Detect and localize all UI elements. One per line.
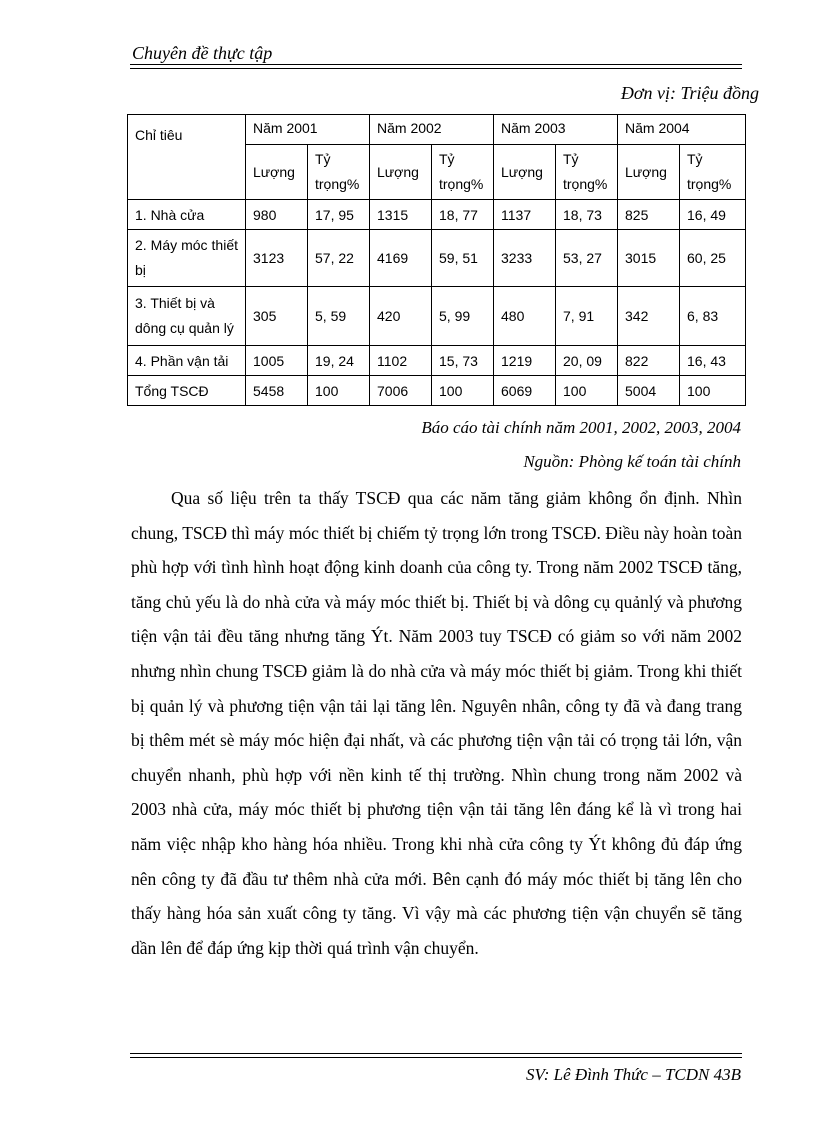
table-cell: 1315 — [370, 200, 432, 230]
row-label: 2. Máy móc thiết bị — [128, 230, 246, 287]
sub-header-amount: Lượng — [494, 145, 556, 200]
table-cell: 1137 — [494, 200, 556, 230]
table-cell: 100 — [308, 376, 370, 406]
table-cell: 5, 99 — [432, 287, 494, 346]
table-cell: 3123 — [246, 230, 308, 287]
table-cell: 100 — [680, 376, 746, 406]
table-cell: 305 — [246, 287, 308, 346]
body-paragraph — [131, 481, 742, 965]
row-label: 1. Nhà cửa — [128, 200, 246, 230]
table-cell: 16, 49 — [680, 200, 746, 230]
table-cell: 6, 83 — [680, 287, 746, 346]
table-row — [128, 200, 746, 230]
year-header-2002: Năm 2002 — [370, 115, 494, 145]
table-row — [128, 230, 746, 287]
table-cell: 57, 22 — [308, 230, 370, 287]
source-report-line: Báo cáo tài chính năm 2001, 2002, 2003, 2004 — [421, 418, 741, 437]
table-cell: 100 — [556, 376, 618, 406]
table-row — [128, 287, 746, 346]
table-corner-label: Chỉ tiêu — [128, 115, 246, 200]
table-cell: 480 — [494, 287, 556, 346]
table-cell: 3233 — [494, 230, 556, 287]
table-cell: 822 — [618, 346, 680, 376]
sub-header-share: Tỷ trọng% — [680, 145, 746, 200]
table-cell: 420 — [370, 287, 432, 346]
year-header-2004: Năm 2004 — [618, 115, 746, 145]
table-cell: 53, 27 — [556, 230, 618, 287]
page-header-title: Chuyên đề thực tập — [132, 43, 273, 63]
sub-header-share: Tỷ trọng% — [432, 145, 494, 200]
table-cell: 19, 24 — [308, 346, 370, 376]
row-label: Tổng TSCĐ — [128, 376, 246, 406]
sub-header-amount: Lượng — [370, 145, 432, 200]
table-cell: 18, 73 — [556, 200, 618, 230]
table-cell: 15, 73 — [432, 346, 494, 376]
table-cell: 100 — [432, 376, 494, 406]
footer-author: SV: Lê Đình Thức – TCDN 43B — [525, 1065, 741, 1084]
fixed-assets-table — [127, 114, 746, 406]
table-row-total — [128, 376, 746, 406]
sub-header-share: Tỷ trọng% — [556, 145, 618, 200]
table-cell: 5, 59 — [308, 287, 370, 346]
source-origin-line: Nguồn: Phòng kế toán tài chính — [523, 452, 741, 471]
table-cell: 60, 25 — [680, 230, 746, 287]
table-cell: 7, 91 — [556, 287, 618, 346]
table-cell: 20, 09 — [556, 346, 618, 376]
year-header-2001: Năm 2001 — [246, 115, 370, 145]
table-cell: 980 — [246, 200, 308, 230]
sub-header-share: Tỷ trọng% — [308, 145, 370, 200]
table-cell: 7006 — [370, 376, 432, 406]
table-cell: 1005 — [246, 346, 308, 376]
year-header-2003: Năm 2003 — [494, 115, 618, 145]
table-cell: 59, 51 — [432, 230, 494, 287]
table-cell: 4169 — [370, 230, 432, 287]
unit-label: Đơn vị: Triệu đồng — [620, 83, 759, 103]
table-cell: 825 — [618, 200, 680, 230]
table-cell: 1219 — [494, 346, 556, 376]
body-paragraph-text: Qua số liệu trên ta thấy TSCĐ qua các năm tăng giảm không ổn định. Nhìn chung, TSCĐ thì máy móc thiết bị chiếm tỷ trọng lớn trong TSCĐ. Điều này hoàn toàn phù hợp với tình hình hoạt động kinh doanh của công ty. Trong năm 2002 TSCĐ tăng, tăng chủ yếu là do nhà cửa và máy móc thiết bị. Thiết bị và dông cụ quảnlý và phương tiện vận tải đều tăng nhưng tăng Ýt. Năm 2003 tuy TSCĐ có giảm so với năm 2002 nhưng nhìn chung TSCĐ giảm là do nhà cửa và máy móc thiết bị giảm. Trong khi thiết bị quản lý và phương tiện vận tải lại tăng lên. Nguyên nhân, công ty đã và đang trang bị thêm mét sè máy móc hiện đại nhất, và các phương tiện vận tải có trọng tải lớn, vận chuyển nhanh, phù hợp với nền kinh tế thị trường. Nhìn chung trong năm 2002 và 2003 nhà cửa, máy móc thiết bị phương tiện vận tải tăng lên đáng kể là vì trong hai năm việc nhập kho hàng hóa nhiều. Trong khi nhà cửa công ty Ýt không đủ đáp ứng nên công ty đã đầu tư thêm nhà cửa mới. Bên cạnh đó máy móc thiết bị tăng lên cho thấy hàng hóa sản xuất công ty tăng. Vì vậy mà các phương tiện vận chuyển sẽ tăng dần lên để đáp ứng kịp thời quá trình vận chuyển. — [131, 488, 742, 958]
table-cell: 5004 — [618, 376, 680, 406]
row-label: 4. Phần vận tải — [128, 346, 246, 376]
sub-header-amount: Lượng — [618, 145, 680, 200]
footer-rule — [130, 1053, 742, 1058]
row-label: 3. Thiết bị và dông cụ quản lý — [128, 287, 246, 346]
table-cell: 6069 — [494, 376, 556, 406]
header-rule — [130, 64, 742, 69]
table-cell: 3015 — [618, 230, 680, 287]
table-cell: 17, 95 — [308, 200, 370, 230]
table-cell: 5458 — [246, 376, 308, 406]
table-cell: 18, 77 — [432, 200, 494, 230]
table-cell: 16, 43 — [680, 346, 746, 376]
table-cell: 1102 — [370, 346, 432, 376]
table-row — [128, 346, 746, 376]
table-cell: 342 — [618, 287, 680, 346]
sub-header-amount: Lượng — [246, 145, 308, 200]
